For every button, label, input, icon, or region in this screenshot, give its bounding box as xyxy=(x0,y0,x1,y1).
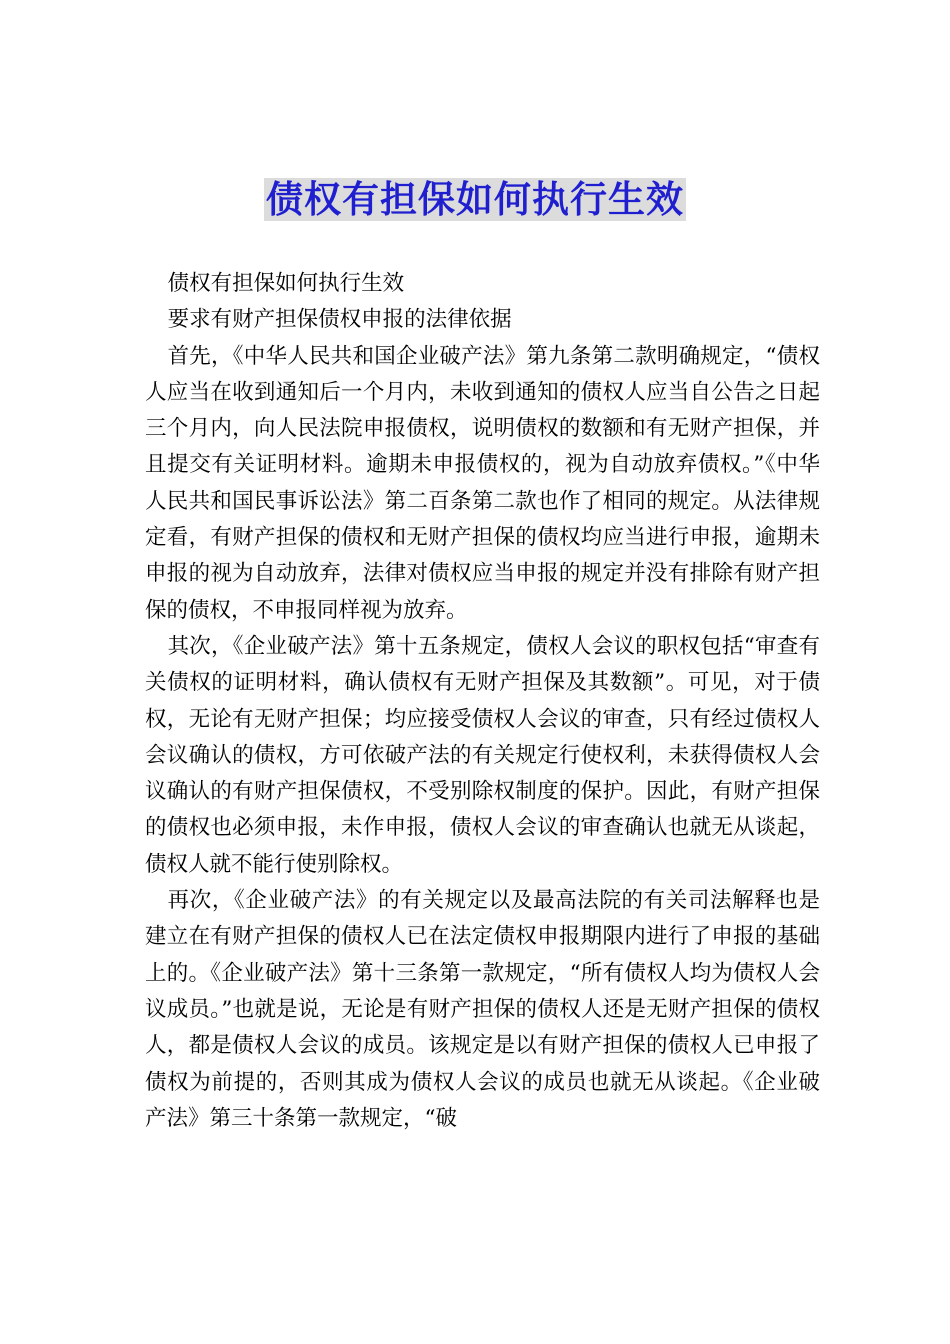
paragraph: 首先，《中华人民共和国企业破产法》第九条第二款明确规定，“债权人应当在收到通知后一个月内，未收到通知的债权人应当自公告之日起三个月内，向人民法院申报债权，说明债权的数额和有无财产担保，并且提交有关证明材料。逾期未申报债权的，视为自动放弃债权。”《中华人民共和国民事诉讼法》第二百条第二款也作了相同的规定。从法律规定看，有财产担保的债权和无财产担保的债权均应当进行申报，逾期未申报的视为自动放弃，法律对债权应当申报的规定并没有排除有财产担保的债权，不申报同样视为放弃。 xyxy=(145,343,820,623)
paragraph: 再次，《企业破产法》的有关规定以及最高法院的有关司法解释也是建立在有财产担保的债权人已在法定债权申报期限内进行了申报的基础上的。《企业破产法》第十三条第一款规定，“所有债权人均为债权人会议成员。”也就是说，无论是有财产担保的债权人还是无财产担保的债权人，都是债权人会议的成员。该规定是以有财产担保的债权人已申报了债权为前提的，否则其成为债权人会议的成员也就无从谈起。《企业破产法》第三十条第一款规定，“破 xyxy=(145,888,820,1131)
paragraph-subheading: 要求有财产担保债权申报的法律依据 xyxy=(167,307,512,333)
paragraph: 其次，《企业破产法》第十五条规定，债权人会议的职权包括“审查有关债权的证明材料，确认债权有无财产担保及其数额”。可见，对于债权，无论有无财产担保；均应接受债权人会议的审查，只有经过债权人会议确认的债权，方可依破产法的有关规定行使权利，未获得债权人会议确认的有财产担保债权，不受别除权制度的保护。因此，有财产担保的债权也必须申报，未作申报，债权人会议的审查确认也就无从谈起，债权人就不能行使别除权。 xyxy=(145,633,820,877)
document-title-text: 债权有担保如何执行生效 xyxy=(266,178,684,221)
document-title xyxy=(0,172,950,228)
document-body xyxy=(145,266,820,1137)
paragraph-heading: 债权有担保如何执行生效 xyxy=(167,271,405,296)
